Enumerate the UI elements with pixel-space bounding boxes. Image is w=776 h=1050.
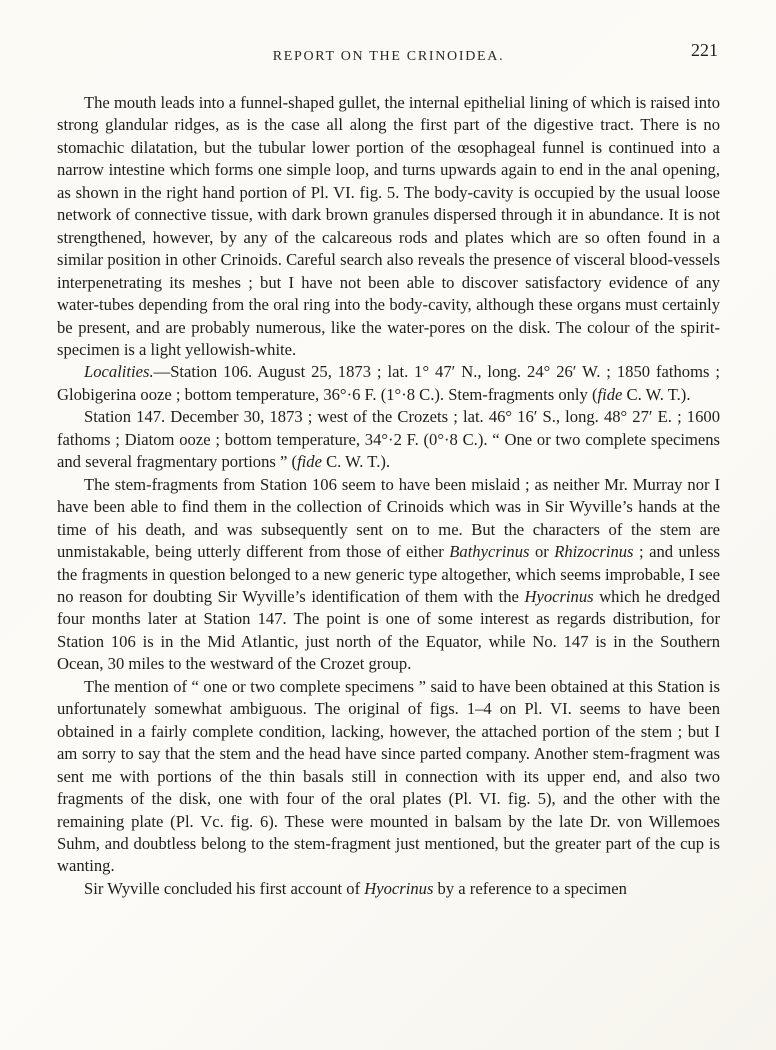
text-segment: by a reference to a specimen <box>433 878 627 898</box>
text-segment: The mention of “ one or two complete specimens ” said to have been obtained at this Station is unfortunately somewhat ambiguous. The original of figs. 1–4 on Pl. VI. seems to have been obtained in a fairly complete condition, lacking, however, the attached portion of the stem ; but I am sorry to say that the stem and the head have since parted company. Another stem-fragment was sent me with portions of the thin basals still in connection with its upper end, and also two fragments of the disk, one with four of the oral plates (Pl. VI. fig. 5), and the other with the remaining plate (Pl. Vc. fig. 6). These were mounted in balsam by the late Dr. von Willemoes Suhm, and doubtless belong to the stem-fragment just mentioned, but the greater part of the cup is wanting. <box>57 676 720 876</box>
paragraph <box>57 878 720 900</box>
paragraph <box>57 406 720 473</box>
paragraph <box>57 676 720 878</box>
paragraph <box>57 361 720 406</box>
italic-text: Rhizocrinus <box>554 542 634 562</box>
text-segment: —Station 106. August 25, 1873 ; lat. 1° 47′ N., long. 24° 26′ W. ; 1850 fathoms ; Globigerina ooze ; bottom temperature, 36°·6 F. (1°·8 C.). Stem-fragments only ( <box>57 362 720 404</box>
text-segment: C. W. T.). <box>622 384 691 404</box>
italic-text: fide <box>597 384 623 404</box>
paragraph <box>57 92 720 361</box>
page-number: 221 <box>691 40 718 60</box>
italic-text: Localities. <box>84 362 154 382</box>
text-segment: Sir Wyville concluded his first account of <box>84 878 365 898</box>
italic-text: fide <box>297 452 322 472</box>
italic-text: Hyocrinus <box>364 878 434 898</box>
text-segment: The stem-fragments from Station 106 seem to have been mislaid ; as neither Mr. Murray nor I have been able to find them in the collection of Crinoids which was in Sir Wyville’s hands at the time of his death, and was subsequently sent on to me. But the characters of the stem are unmistakable, being utterly different from those of either <box>57 474 720 562</box>
italic-text: Hyocrinus <box>524 586 594 606</box>
italic-text: Bathycrinus <box>449 542 530 562</box>
text-segment: The mouth leads into a funnel-shaped gullet, the internal epithelial lining of which is raised into strong glandular ridges, as is the case all along the first part of the digestive tract. There is no stomachic dilatation, but the tubular lower portion of the œsophageal funnel is continued into a narrow intestine which forms one simple loop, and turns upwards again to end in the anal opening, as shown in the right hand portion of Pl. VI. fig. 5. The body-cavity is occupied by the usual loose network of connective tissue, with dark brown granules dispersed through it in abundance. It is not strengthened, however, by any of the calcareous rods and plates which are so often found in a similar position in other Crinoids. Careful search also reveals the presence of visceral blood-vessels interpenetrating its meshes ; but I have not been able to discover satisfactory evidence of any water-tubes depending from the oral ring into the body-cavity, although these organs must certainly be present, and are probably numerous, like the water-pores on the disk. The colour of the spirit-specimen is a light yellowish-white. <box>57 93 720 359</box>
page-body <box>57 92 720 900</box>
text-segment: C. W. T.). <box>321 452 391 472</box>
text-segment: which he dredged four months later at Station 147. The point is one of some interest as regards distribution, for Station 106 is in the Mid Atlantic, just north of the Equator, while No. 147 is in the Southern Ocean, 30 miles to the westward of the Crozet group. <box>57 586 721 674</box>
running-title: REPORT ON THE CRINOIDEA. <box>272 49 505 64</box>
text-segment: Station 147. December 30, 1873 ; west of the Crozets ; lat. 46° 16′ S., long. 48° 27′ E. ; 1600 fathoms ; Diatom ooze ; bottom temperature, 34°·2 F. (0°·8 C.). “ One or two complete specimens and several fragmentary portions ” ( <box>57 407 720 472</box>
text-segment: ; and unless the fragments in question belonged to a new generic type altogether, which seems improbable, I see no reason for doubting Sir Wyville’s identification of them with the <box>57 542 720 606</box>
paragraph <box>57 474 720 676</box>
text-segment: or <box>529 542 555 562</box>
running-header <box>57 40 720 68</box>
